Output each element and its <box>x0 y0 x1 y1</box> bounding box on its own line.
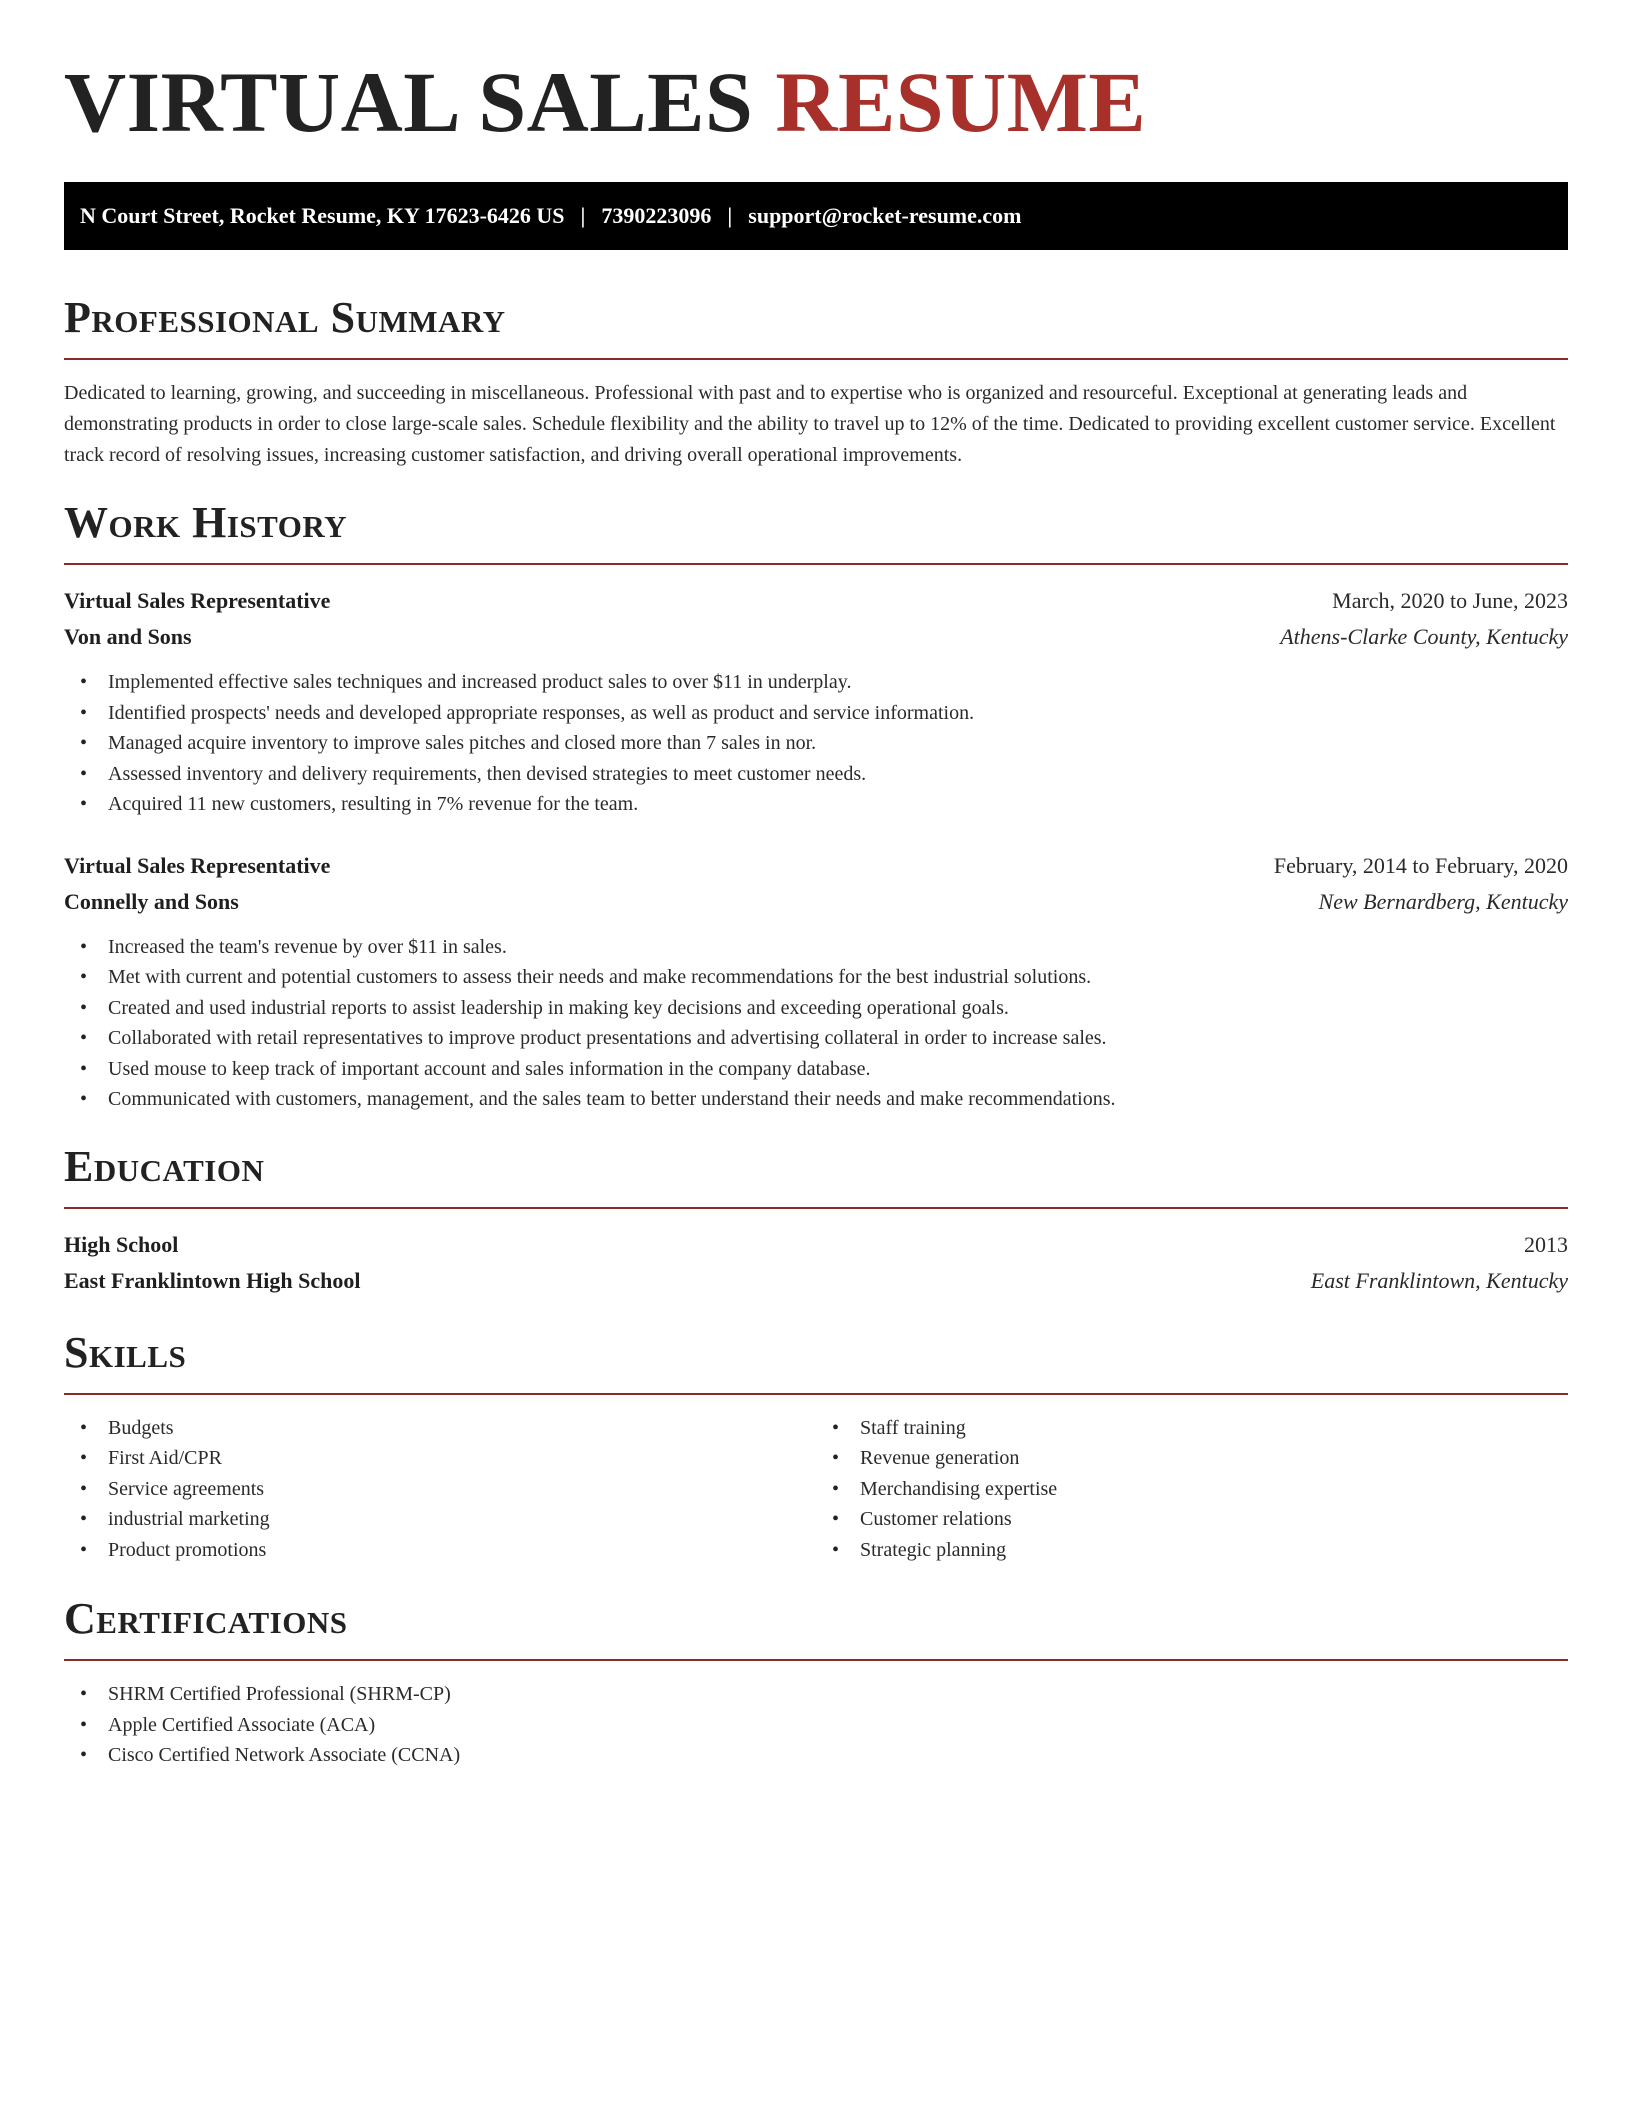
title-main: VIRTUAL SALES <box>64 54 754 150</box>
job-bullet: • Implemented effective sales techniques and increased product sales to over $11 in underplay. <box>64 667 1568 698</box>
contact-address: N Court Street, Rocket Resume, KY 17623-6426 US <box>80 203 565 228</box>
summary-text: Dedicated to learning, growing, and succeeding in miscellaneous. Professional with past and to expertise who is organized and resourceful. Exceptional at generating leads and demonstrating products in order to close large-scale sales. Schedule flexibility and the ability to travel up to 12% of the time. Dedicated to providing excellent customer service. Excellent track record of resolving issues, increasing customer satisfaction, and driving overall operational improvements. <box>64 382 1556 466</box>
job-bullet: • Met with current and potential customers to assess their needs and make recommendations for the best industrial solutions. <box>64 962 1568 993</box>
job-bullet: • Collaborated with retail representatives to improve product presentations and advertising collateral in order to increase sales. <box>64 1023 1568 1054</box>
job-bullet: • Used mouse to keep track of important account and sales information in the company database. <box>64 1054 1568 1085</box>
certification-item: • Cisco Certified Network Associate (CCNA) <box>64 1740 1568 1771</box>
job-company: Von and Sons <box>64 624 192 649</box>
job-bullet: • Created and used industrial reports to assist leadership in making key decisions and exceeding operational goals. <box>64 993 1568 1024</box>
contact-email: support@rocket-resume.com <box>748 203 1022 228</box>
job-title: Virtual Sales Representative <box>64 588 331 613</box>
section-divider <box>64 563 1568 565</box>
certification-item: • Apple Certified Associate (ACA) <box>64 1710 1568 1741</box>
certifications-list <box>64 1679 1568 1771</box>
skill-item: • Product promotions <box>64 1535 816 1566</box>
certifications-section <box>64 1595 1568 1771</box>
education-heading: Education <box>64 1141 265 1191</box>
resume-title <box>64 52 1568 152</box>
job-bullet: • Acquired 11 new customers, resulting in 7% revenue for the team. <box>64 789 1568 820</box>
job-bullet: • Assessed inventory and delivery requirements, then devised strategies to meet customer needs. <box>64 759 1568 790</box>
certification-item: • SHRM Certified Professional (SHRM-CP) <box>64 1679 1568 1710</box>
job-entry <box>64 848 1568 1115</box>
skill-item: • Strategic planning <box>816 1535 1568 1566</box>
contact-separator: | <box>727 203 733 228</box>
job-company-row <box>64 884 1568 920</box>
education-school: East Franklintown High School <box>64 1267 361 1293</box>
skill-item: • Merchandising expertise <box>816 1474 1568 1505</box>
skills-section <box>64 1329 1568 1566</box>
job-location: Athens-Clarke County, Kentucky <box>1280 624 1568 649</box>
job-bullets <box>64 932 1568 1115</box>
section-divider <box>64 1207 1568 1209</box>
job-bullet: • Identified prospects' needs and developed appropriate responses, as well as product and service information. <box>64 698 1568 729</box>
section-divider <box>64 1393 1568 1395</box>
job-company: Connelly and Sons <box>64 888 239 914</box>
job-dates: March, 2020 to June, 2023 <box>1332 588 1568 613</box>
skill-item: • Budgets <box>64 1413 816 1444</box>
skill-item: • Revenue generation <box>816 1443 1568 1474</box>
job-entry <box>64 583 1568 820</box>
section-divider <box>64 358 1568 360</box>
skills-heading: Skills <box>64 1327 187 1377</box>
job-company-row <box>64 619 1568 655</box>
work-history-heading: Work History <box>64 498 348 547</box>
contact-phone: 7390223096 <box>601 203 712 228</box>
skills-columns <box>64 1413 1568 1566</box>
job-bullet: • Communicated with customers, management, and the sales team to better understand their needs and make recommendations. <box>64 1084 1568 1115</box>
section-divider <box>64 1659 1568 1661</box>
job-location: New Bernardberg, Kentucky <box>1318 888 1568 914</box>
skill-item: • industrial marketing <box>64 1504 816 1535</box>
skill-item: • Customer relations <box>816 1504 1568 1535</box>
skill-item: • Staff training <box>816 1413 1568 1444</box>
job-bullet: • Increased the team's revenue by over $11 in sales. <box>64 932 1568 963</box>
skill-item: • First Aid/CPR <box>64 1443 816 1474</box>
education-school-row <box>64 1263 1568 1299</box>
job-bullets <box>64 667 1568 820</box>
skills-list-left <box>64 1413 816 1566</box>
education-location: East Franklintown, Kentucky <box>1310 1267 1568 1293</box>
certifications-heading: Certifications <box>64 1594 348 1643</box>
work-history-section <box>64 499 1568 1115</box>
summary-section <box>64 294 1568 471</box>
title-accent: RESUME <box>775 54 1147 150</box>
job-dates: February, 2014 to February, 2020 <box>1273 852 1568 878</box>
education-year: 2013 <box>1524 1231 1568 1257</box>
skill-item: • Service agreements <box>64 1474 816 1505</box>
summary-heading: Professional Summary <box>64 293 506 342</box>
skills-list-right <box>816 1413 1568 1566</box>
contact-separator: | <box>580 203 586 228</box>
contact-bar <box>64 182 1568 250</box>
job-title-row <box>64 848 1568 884</box>
education-degree-row <box>64 1227 1568 1263</box>
job-bullet: • Managed acquire inventory to improve sales pitches and closed more than 7 sales in nor. <box>64 728 1568 759</box>
job-title-row <box>64 583 1568 619</box>
job-title: Virtual Sales Representative <box>64 852 331 878</box>
education-section <box>64 1143 1568 1299</box>
education-degree: High School <box>64 1231 179 1257</box>
